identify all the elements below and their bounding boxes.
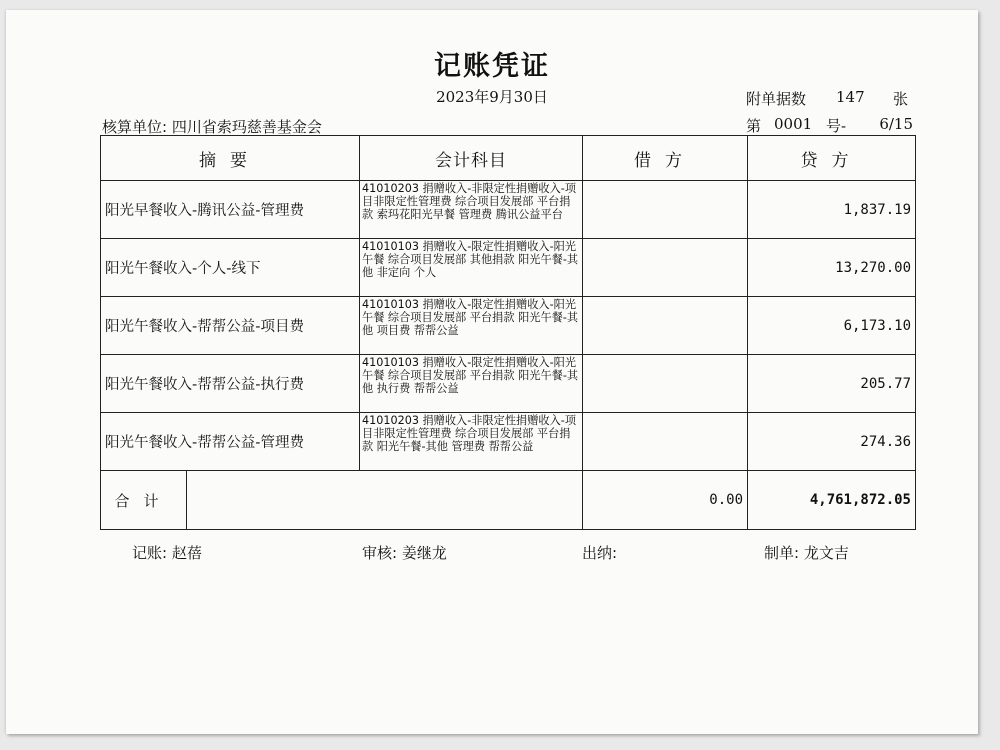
table-row — [101, 413, 916, 471]
voucher-title: 记账凭证 — [434, 51, 550, 82]
row-debit — [583, 239, 748, 297]
header-credit: 贷方 — [748, 136, 916, 181]
voucher-date: 2023年9月30日 — [436, 88, 548, 106]
row-debit — [583, 413, 748, 471]
table-row — [101, 297, 916, 355]
row-account-text: 41010203 捐赠收入-非限定性捐赠收入-项目非限定性管理费 综合项目发展部 平台捐款 阳光午餐-其他 管理费 帮帮公益 — [362, 414, 577, 453]
total-row — [101, 471, 916, 530]
voucher-page: 6/15 — [879, 115, 913, 133]
bookkeeper: 记账: 赵蓓 — [132, 544, 202, 562]
table-row — [101, 239, 916, 297]
row-credit: 1,837.19 — [748, 181, 916, 239]
row-account — [360, 413, 583, 471]
table-header-row — [101, 136, 916, 181]
voucher-number-value: 0001 — [774, 115, 813, 133]
voucher-number-suffix: 号- — [826, 117, 847, 135]
row-summary: 阳光午餐收入-帮帮公益-管理费 — [101, 413, 360, 471]
row-account-text: 41010103 捐赠收入-限定性捐赠收入-阳光午餐 综合项目发展部 其他捐款 阳光午餐-其他 非定向 个人 — [362, 240, 579, 279]
row-account-text: 41010103 捐赠收入-限定性捐赠收入-阳光午餐 综合项目发展部 平台捐款 阳光午餐-其他 项目费 帮帮公益 — [362, 298, 579, 337]
ledger-table — [100, 135, 916, 530]
attachments-label: 附单据数 — [746, 90, 807, 108]
row-credit: 274.36 — [748, 413, 916, 471]
total-label: 合计 — [101, 471, 187, 529]
header-debit: 借方 — [583, 136, 748, 181]
row-summary: 阳光午餐收入-帮帮公益-执行费 — [101, 355, 360, 413]
row-account — [360, 181, 583, 239]
total-credit: 4,761,872.05 — [748, 471, 916, 530]
row-debit — [583, 355, 748, 413]
row-summary: 阳光午餐收入-个人-线下 — [101, 239, 360, 297]
total-blank — [187, 471, 582, 529]
preparer: 制单: 龙文吉 — [764, 544, 849, 562]
row-account-text: 41010203 捐赠收入-非限定性捐赠收入-项目非限定性管理费 综合项目发展部 平台捐款 索玛花阳光早餐 管理费 腾讯公益平台 — [362, 182, 577, 221]
row-debit — [583, 297, 748, 355]
voucher-sheet — [6, 10, 978, 734]
row-account — [360, 297, 583, 355]
row-account — [360, 239, 583, 297]
total-debit: 0.00 — [583, 471, 748, 530]
header-summary: 摘要 — [101, 136, 360, 181]
table-row — [101, 181, 916, 239]
total-label-cell — [101, 471, 583, 530]
row-credit: 13,270.00 — [748, 239, 916, 297]
reviewer: 审核: 姜继龙 — [362, 544, 447, 562]
voucher-number-prefix: 第 — [746, 117, 762, 135]
unit-name: 四川省索玛慈善基金会 — [171, 118, 322, 136]
table-row — [101, 355, 916, 413]
header-account: 会计科目 — [360, 136, 583, 181]
unit-label: 核算单位: — [102, 118, 168, 136]
attachments-unit: 张 — [892, 90, 908, 108]
row-summary: 阳光早餐收入-腾讯公益-管理费 — [101, 181, 360, 239]
row-summary: 阳光午餐收入-帮帮公益-项目费 — [101, 297, 360, 355]
row-debit — [583, 181, 748, 239]
row-credit: 6,173.10 — [748, 297, 916, 355]
attachments-count: 147 — [836, 88, 865, 106]
row-account-text: 41010103 捐赠收入-限定性捐赠收入-阳光午餐 综合项目发展部 平台捐款 阳光午餐-其他 执行费 帮帮公益 — [362, 356, 579, 395]
cashier: 出纳: — [582, 544, 618, 562]
row-account — [360, 355, 583, 413]
row-credit: 205.77 — [748, 355, 916, 413]
accounting-unit — [102, 116, 322, 137]
